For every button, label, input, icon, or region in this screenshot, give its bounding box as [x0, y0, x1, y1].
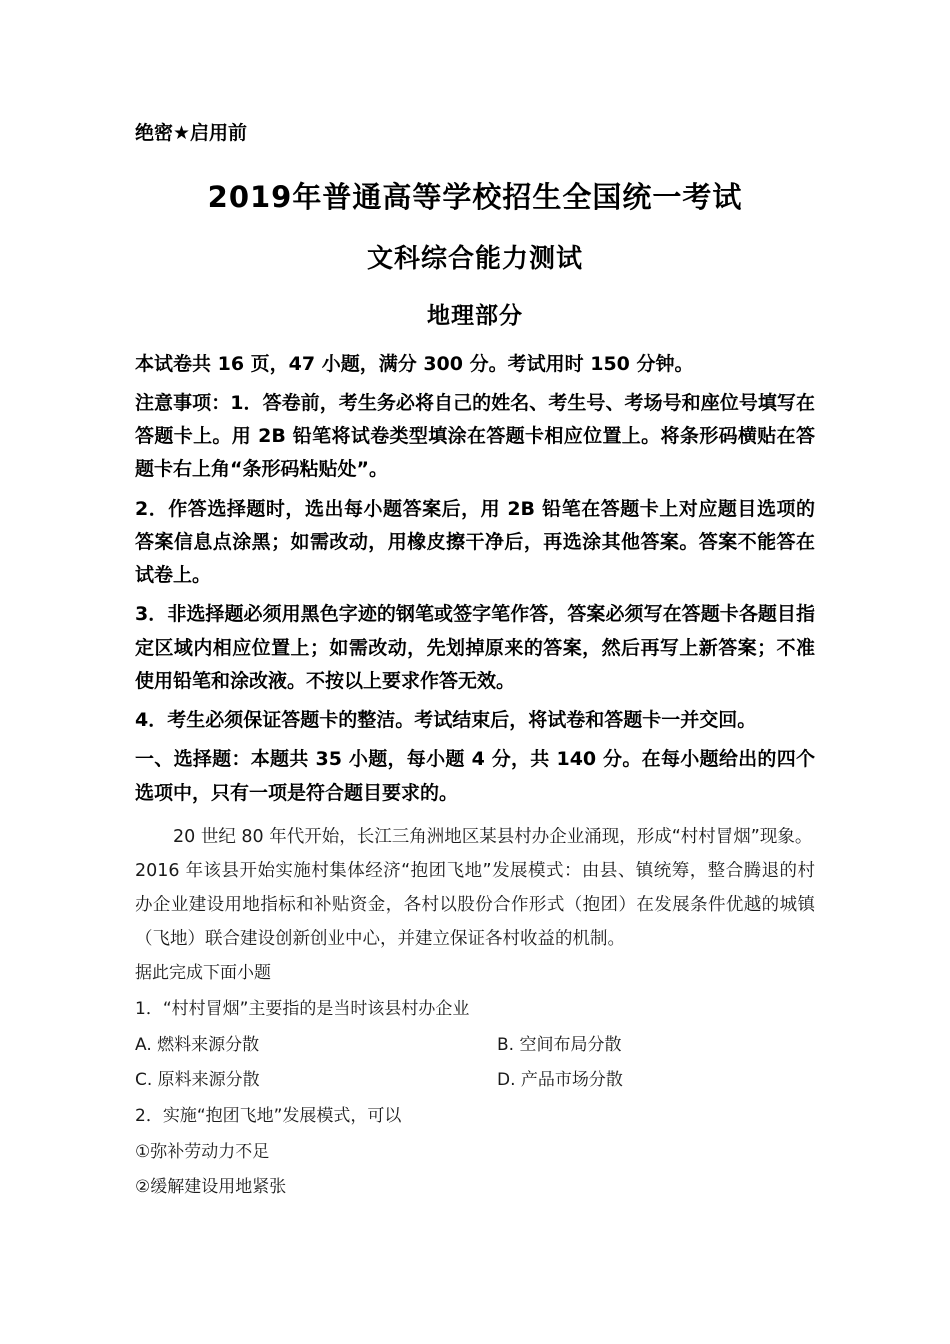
question-1-stem: 1．“村村冒烟”主要指的是当时该县村办企业 [135, 999, 470, 1020]
passage-line-1: 20 世纪 80 年代开始，长江三角洲地区某县村办企业涌现，形成“村村冒烟”现象。 [173, 826, 813, 847]
notice-item-4: 4．考生必须保证答题卡的整洁。考试结束后，将试卷和答题卡一并交回。 [135, 709, 757, 732]
question-1-option-b[interactable]: B. 空间布局分散 [497, 1034, 622, 1055]
scope-text: 本试卷共 16 页，47 小题，满分 300 分。考试用时 150 分钟。 [135, 352, 694, 375]
question-2-stem: 2．实施“抱团飞地”发展模式，可以 [135, 1106, 402, 1127]
subject-title: 文科综合能力测试 [366, 243, 583, 274]
question-2-subitem-2: ②缓解建设用地紧张 [135, 1177, 287, 1198]
question-2-subitem-1: ①弥补劳动力不足 [135, 1141, 270, 1162]
notice-item-2: 2．作答选择题时，选出每小题答案后，用 2B 铅笔在答题卡上对应题目选项的答案信息点涂黑；如需改动，用橡皮擦干净后，再选涂其他答案。答案不能答在试卷上。 [135, 497, 815, 587]
passage-prompt: 据此完成下面小题 [135, 963, 271, 984]
question-1-option-d[interactable]: D. 产品市场分散 [497, 1070, 623, 1091]
secret-label: 绝密★启用前 [135, 122, 248, 144]
notice-item-3: 3．非选择题必须用黑色字迹的钢笔或签字笔作答，答案必须写在答题卡各题目指定区域内相应位置上；如需改动，先划掉原来的答案，然后再写上新答案；不准使用铅笔和涂改液。不按以上要求作答无效。 [135, 603, 815, 692]
notice-item-1: 注意事项：1．答卷前，考生务必将自己的姓名、考生号、考场号和座位号填写在答题卡上。用 2B 铅笔将试卷类型填涂在答题卡相应位置上。将条形码横贴在答题卡右上角“条形码粘贴处”。 [135, 391, 815, 481]
question-1-option-a[interactable]: A. 燃料来源分散 [135, 1034, 260, 1055]
part-title: 地理部分 [427, 302, 523, 329]
section-one-heading: 一、选择题：本题共 35 小题，每小题 4 分，共 140 分。在每小题给出的四个选项中，只有一项是符合题目要求的。 [135, 748, 815, 804]
passage-line-2: 2016 年该县开始实施村集体经济“抱团飞地”发展模式：由县、镇统筹，整合腾退的村办企业建设用地指标和补贴资金，各村以股份合作形式（抱团）在发展条件优越的城镇（飞地）联合建设创新创业中心，并建立保证各村收益的机制。 [135, 860, 815, 950]
question-1-options-row-2 [135, 1063, 815, 1099]
question-1-options-row-1 [135, 1028, 815, 1064]
question-1-option-c[interactable]: C. 原料来源分散 [135, 1070, 260, 1091]
page-title: 2019年普通高等学校招生全国统一考试 [207, 179, 743, 214]
